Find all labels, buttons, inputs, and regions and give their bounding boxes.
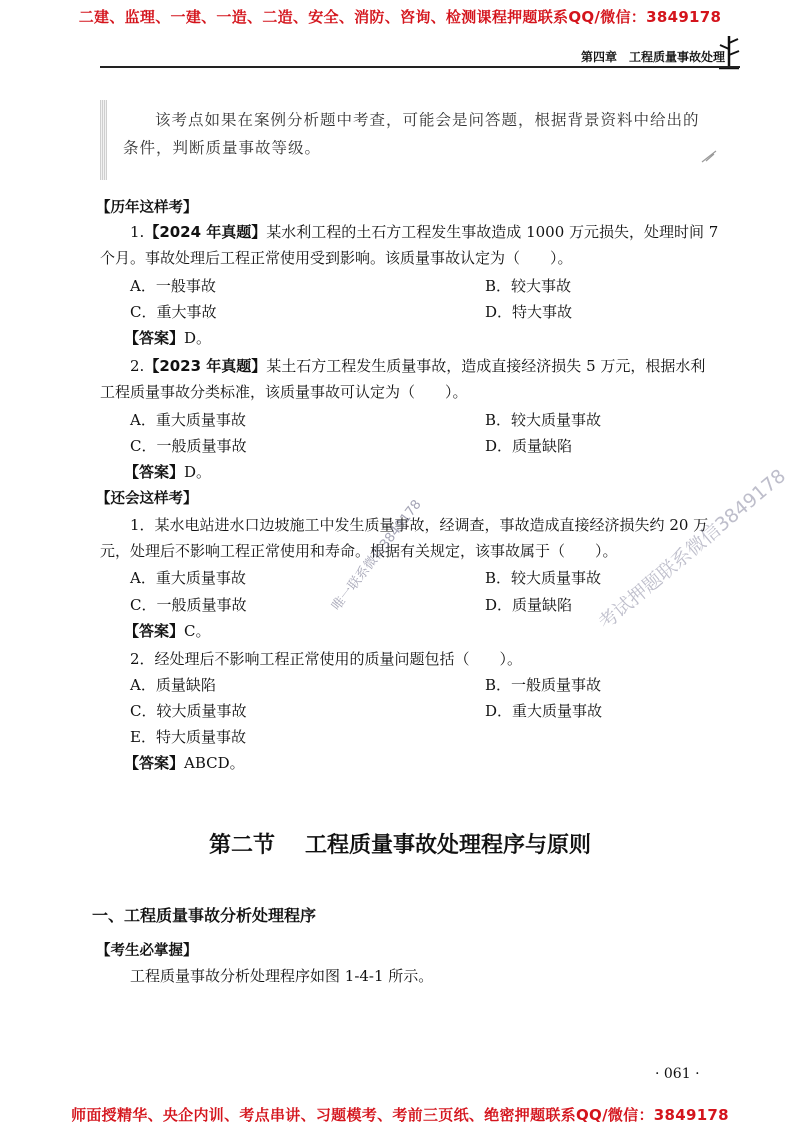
answer-value: D。 — [184, 463, 212, 481]
future-exams-heading: 【还会这样考】 — [96, 491, 198, 507]
option-c: C．较大质量事故 — [130, 702, 247, 720]
option-c: C．一般质量事故 — [130, 596, 247, 614]
watermark: 唯一联系微信3849178 — [329, 497, 425, 614]
bottom-promo-banner: 师面授精华、央企内训、考点串讲、习题模考、考前三页纸、绝密押题联系QQ/微信：3849178 — [71, 1106, 729, 1124]
answer-value: D。 — [184, 329, 212, 347]
past-question-1 — [100, 219, 720, 271]
answer-label: 【答案】 — [124, 463, 185, 481]
option-c: C．重大事故 — [130, 303, 217, 321]
option-d: D．质量缺陷 — [485, 596, 573, 614]
question-stem: 2．经处理后不影响工程正常使用的质量问题包括（ ）。 — [130, 650, 523, 668]
answer-line — [124, 752, 245, 773]
answer-line — [124, 327, 211, 348]
answer-value: C。 — [184, 622, 211, 640]
answer-value: ABCD。 — [184, 754, 245, 772]
section-title — [0, 828, 800, 859]
option-d: D．重大质量事故 — [485, 702, 603, 720]
question-stem: 某水利工程的土石方工程发生事故造成 1000 万元损失，处理时间 7 个月。事故处理后工程正常使用受到影响。该质量事故认定为（ ）。 — [100, 223, 719, 267]
tip-text: 该考点如果在案例分析题中考查，可能会是问答题，根据背景资料中给出的条件，判断质量事故等级。 — [123, 111, 700, 157]
exam-year-tag: 【2023 年真题】 — [144, 357, 267, 375]
option-d: D．特大事故 — [485, 303, 573, 321]
option-e: E．特大质量事故 — [130, 728, 246, 746]
tip-side-bar — [100, 100, 107, 180]
watermark: 考试押题联系微信3849178 — [594, 464, 790, 634]
question-number: 2. — [130, 357, 145, 375]
must-master-heading: 【考生必掌握】 — [96, 943, 198, 959]
section-name: 工程质量事故处理程序与原则 — [305, 833, 592, 858]
answer-label: 【答案】 — [124, 329, 185, 347]
past-exams-heading: 【历年这样考】 — [96, 200, 198, 216]
option-b: B．较大质量事故 — [485, 569, 602, 587]
option-d: D．质量缺陷 — [485, 437, 573, 455]
answer-line — [124, 461, 211, 482]
running-head: 第四章 工程质量事故处理 — [580, 50, 725, 64]
body-paragraph: 工程质量事故分析处理程序如图 1-4-1 所示。 — [130, 967, 434, 985]
future-question-2 — [100, 646, 720, 672]
quill-icon — [700, 148, 720, 164]
option-c: C．一般质量事故 — [130, 437, 247, 455]
option-a: A．重大质量事故 — [130, 411, 246, 429]
past-question-2 — [100, 353, 720, 405]
answer-line — [124, 620, 211, 641]
future-question-1 — [100, 512, 720, 564]
section-number: 第二节 — [208, 833, 275, 858]
option-b: B．较大质量事故 — [485, 411, 602, 429]
tip-box — [123, 106, 713, 162]
top-promo-banner: 二建、监理、一建、一造、二造、安全、消防、咨询、检测课程押题联系QQ/微信：3849178 — [78, 8, 722, 26]
question-number: 1. — [130, 223, 145, 241]
subsection-heading: 一、工程质量事故分析处理程序 — [92, 906, 317, 925]
exam-year-tag: 【2024 年真题】 — [144, 223, 267, 241]
option-a: A．一般事故 — [130, 277, 216, 295]
question-stem: 某土石方工程发生质量事故，造成直接经济损失 5 万元，根据水利工程质量事故分类标准，该质量事故可认定为（ ）。 — [100, 357, 706, 401]
option-a: A．重大质量事故 — [130, 569, 246, 587]
option-b: B．较大事故 — [485, 277, 572, 295]
answer-label: 【答案】 — [124, 754, 185, 772]
question-stem: 1．某水电站进水口边坡施工中发生质量事故，经调查，事故造成直接经济损失约 20 万元，处理后不影响工程正常使用和寿命。根据有关规定，该事故属于（ ）。 — [100, 516, 709, 560]
option-a: A．质量缺陷 — [130, 676, 216, 694]
header-rule — [100, 66, 740, 68]
page-number: · 061 · — [655, 1066, 700, 1082]
option-b: B．一般质量事故 — [485, 676, 602, 694]
chapter-tree-icon — [716, 34, 742, 70]
answer-label: 【答案】 — [124, 622, 185, 640]
